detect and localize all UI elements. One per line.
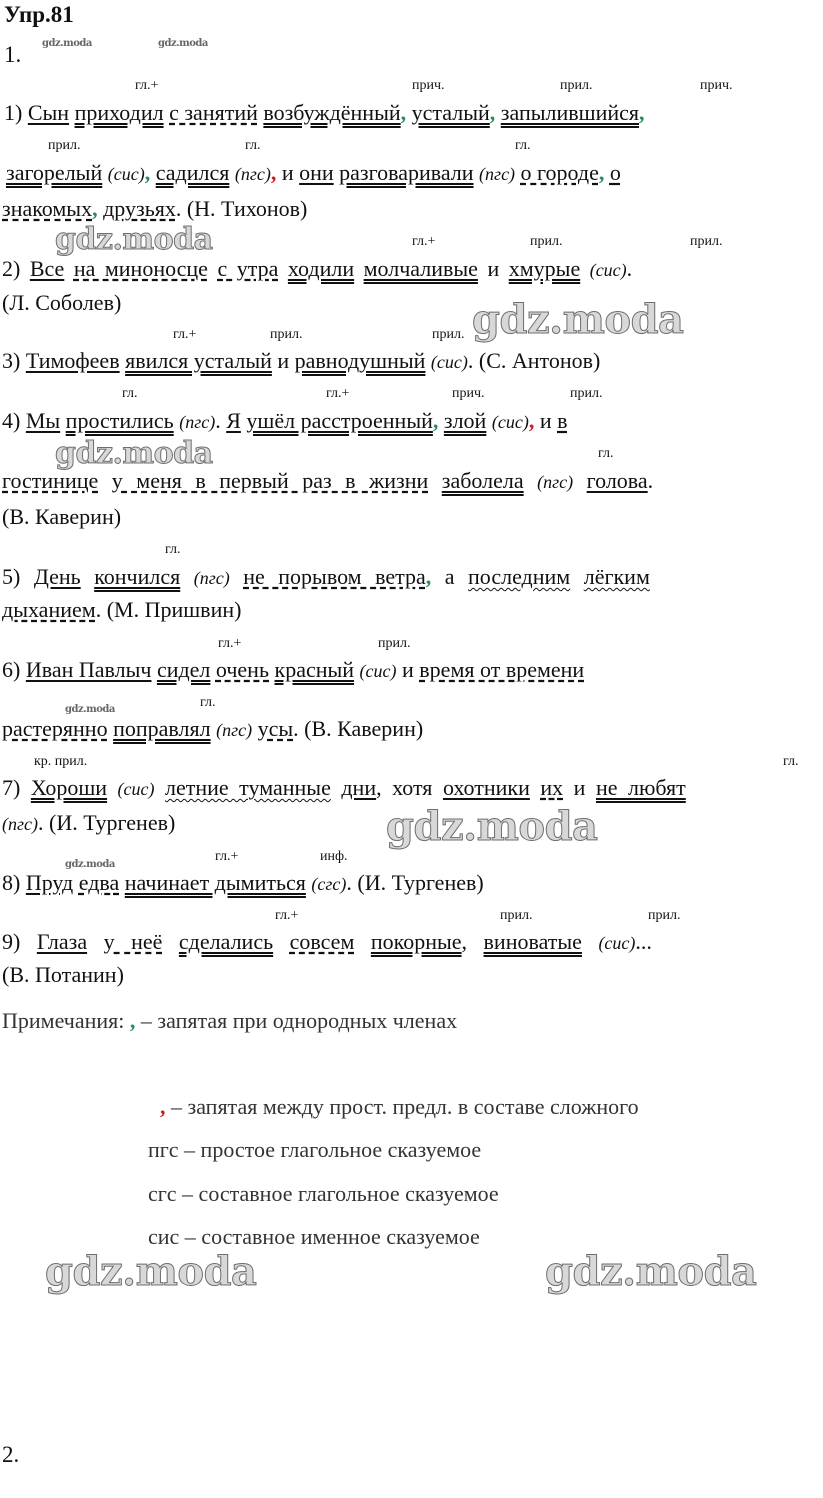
label-pril: прил. xyxy=(648,908,681,923)
label-gl-plus: гл.+ xyxy=(218,636,242,651)
abbr-sgs: (сгс) xyxy=(311,874,347,894)
label-gl-plus: гл.+ xyxy=(275,908,299,923)
conjunction: , хотя xyxy=(376,775,433,800)
label-pril: прил. xyxy=(560,78,593,93)
green-comma: , xyxy=(400,100,407,125)
predicate-part: усталый xyxy=(411,100,490,125)
label-kr-pril: кр. прил. xyxy=(34,754,88,769)
subject: голова xyxy=(586,468,648,493)
predicate: приходил xyxy=(74,100,164,125)
red-comma: , xyxy=(270,160,277,185)
sentence-2-author: (Л. Соболев) xyxy=(2,290,122,315)
abbr-sis: (сис) xyxy=(430,352,468,372)
sentence-5-line-2 xyxy=(2,597,241,623)
legend-row-sis: сис – составное именное сказуемое xyxy=(148,1224,480,1249)
predicate-part: злой xyxy=(443,408,487,433)
conjunction: и xyxy=(281,160,294,185)
abbr-pgs: (пгс) xyxy=(2,814,38,834)
label-gl-plus: гл.+ xyxy=(412,234,436,249)
object: усы xyxy=(257,716,294,741)
conjunction: и xyxy=(573,775,586,800)
predicate-part: красный xyxy=(274,657,355,682)
sentence-number: 7) xyxy=(2,775,21,800)
label-gl-plus: гл.+ xyxy=(135,78,159,93)
abbr-pgs: (пгс) xyxy=(193,568,230,588)
label-pril: прил. xyxy=(690,234,723,249)
predicate-part: возбуждённый xyxy=(263,100,401,125)
adverbial: очень xyxy=(215,657,269,682)
watermark: gdz.moda xyxy=(472,296,684,343)
conjunction: и xyxy=(539,408,552,433)
label-gl: гл. xyxy=(515,138,531,153)
abbr-pgs: (пгс) xyxy=(537,472,574,492)
adverbial: едва xyxy=(78,870,120,895)
legend-row-sgs: сгс – составное глагольное сказуемое xyxy=(148,1181,499,1206)
red-comma-sample: , xyxy=(160,1094,166,1119)
sentence-number: 3) xyxy=(2,348,21,373)
author: . (В. Каверин) xyxy=(293,716,424,741)
object: друзьях xyxy=(103,196,176,221)
predicate-part: равнодушный xyxy=(294,348,426,373)
legend-row-green xyxy=(2,1008,457,1034)
object: о городе xyxy=(520,160,599,185)
green-comma-sample: , xyxy=(129,1008,136,1033)
subject: Мы xyxy=(25,408,61,433)
sentence-1-line-2 xyxy=(6,160,621,187)
adverbial: с занятий xyxy=(169,100,258,125)
subject: Сын xyxy=(27,100,70,125)
predicate-part: покорные xyxy=(370,929,462,954)
label-gl: гл. xyxy=(245,138,261,153)
abbr-pgs: (пгс) xyxy=(479,164,516,184)
subject: Глаза xyxy=(36,929,88,954)
green-comma: , xyxy=(598,160,605,185)
attribute: летние туманные xyxy=(165,775,331,800)
subject: Все xyxy=(29,256,65,281)
author: . (С. Антонов) xyxy=(467,348,601,373)
label-pril: прил. xyxy=(500,908,533,923)
label-gl-plus: гл.+ xyxy=(326,386,350,401)
author: . (Н. Тихонов) xyxy=(175,196,308,221)
predicate-part: виноватые xyxy=(483,929,582,954)
predicate: сделались xyxy=(178,929,274,954)
watermark-small: gdz.moda xyxy=(42,38,92,49)
predicate: простились xyxy=(65,408,174,433)
adverbial: на миноносце xyxy=(73,256,208,281)
red-comma: , xyxy=(528,408,535,433)
watermark: gdz.moda xyxy=(55,436,213,471)
label-gl: гл. xyxy=(165,542,181,557)
adverbial: у неё xyxy=(103,929,163,954)
abbr-sis: (сис) xyxy=(117,779,155,799)
sentence-2-line-1: 2) Все на миноносце с утра ходили молчаливые и хмурые (сис). xyxy=(2,256,633,281)
sentence-6-line-2 xyxy=(2,716,423,743)
adverbial: совсем xyxy=(289,929,355,954)
adverbial: растерянно xyxy=(2,716,108,741)
sentence-8-line-1 xyxy=(2,870,484,897)
predicate-part: молчаливые xyxy=(363,256,478,281)
sentence-9-author: (В. Потанин) xyxy=(2,962,124,987)
green-comma: , xyxy=(144,160,151,185)
watermark-small: gdz.moda xyxy=(65,859,115,870)
predicate: ходили xyxy=(287,256,355,281)
label-inf: инф. xyxy=(320,849,348,864)
adverbial: гостинице xyxy=(2,468,99,493)
subject: Иван Павлыч xyxy=(25,657,152,682)
adverbial: у меня в первый раз в жизни xyxy=(111,468,429,493)
label-gl: гл. xyxy=(200,695,216,710)
label-gl: гл. xyxy=(122,386,138,401)
predicate: начинает дымиться xyxy=(124,870,306,895)
part-number-1: 1. xyxy=(4,42,22,67)
predicate-part: хмурые xyxy=(508,256,581,281)
predicate: сидел xyxy=(156,657,211,682)
object: их xyxy=(540,775,564,800)
label-gl: гл. xyxy=(783,754,799,769)
label-pril: прил. xyxy=(570,386,603,401)
adverbial: дыханием xyxy=(2,597,96,622)
adverbial: не порывом ветра xyxy=(243,564,426,589)
predicate: заболела xyxy=(441,468,524,493)
sentence-3-line-1 xyxy=(2,348,600,375)
adverbial: в xyxy=(557,408,568,433)
label-pril: прил. xyxy=(48,138,81,153)
subject: охотники xyxy=(442,775,530,800)
predicate: поправлял xyxy=(113,716,211,741)
label-prich: прич. xyxy=(452,386,485,401)
legend-row-pgs: пгс – простое глагольное сказуемое xyxy=(148,1137,482,1162)
sentence-number: 2) xyxy=(2,256,21,281)
abbr-pgs: (пгс) xyxy=(216,720,253,740)
label-pril: прил. xyxy=(432,327,465,342)
conjunction: и xyxy=(487,256,500,281)
predicate-part: загорелый xyxy=(6,160,103,185)
legend-title: Примечания: xyxy=(2,1008,125,1033)
exercise-title: Упр.81 xyxy=(4,2,74,27)
conjunction: и xyxy=(277,348,290,373)
abbr-pgs: (пгс) xyxy=(234,164,271,184)
abbr-sis: (сис) xyxy=(598,933,636,953)
watermark: gdz.moda xyxy=(45,1248,257,1295)
conjunction: а xyxy=(444,564,455,589)
conjunction: и xyxy=(402,657,414,682)
subject: Тимофеев xyxy=(25,348,120,373)
label-gl-plus: гл.+ xyxy=(215,849,239,864)
predicate: явился усталый xyxy=(125,348,272,373)
predicate: ушёл расстроенный xyxy=(246,408,433,433)
abbr-sis: (сис) xyxy=(491,412,529,432)
sentence-5-line-1 xyxy=(2,564,650,591)
sentence-1-line-1 xyxy=(4,100,645,126)
watermark: gdz.moda xyxy=(386,803,598,850)
label-prich: прич. xyxy=(700,78,733,93)
subject: Пруд xyxy=(25,870,74,895)
abbr-pgs: (пгс) xyxy=(179,412,216,432)
sentence-6-line-1 xyxy=(2,657,584,684)
watermark: gdz.moda xyxy=(545,1248,757,1295)
abbr-sis: (сис) xyxy=(107,164,145,184)
object: знакомых xyxy=(2,196,93,221)
label-gl: гл. xyxy=(598,446,614,461)
abbr-sis: (сис) xyxy=(589,260,627,280)
legend-green-text: – запятая при однородных членах xyxy=(140,1008,458,1033)
legend-red-text: – запятая между прост. предл. в составе сложного xyxy=(171,1094,639,1119)
watermark: gdz.moda xyxy=(55,222,213,257)
label-gl-plus: гл.+ xyxy=(173,327,197,342)
adverbial: с утра xyxy=(217,256,279,281)
sentence-4-author: (В. Каверин) xyxy=(2,504,122,529)
predicate: садился xyxy=(155,160,230,185)
sentence-1-line-3 xyxy=(2,196,307,222)
sentence-number: 1) xyxy=(4,100,23,125)
sentence-number: 5) xyxy=(2,564,21,589)
sentence-4-line-2: гостинице у меня в первый раз в жизни заболела (пгс) голова. xyxy=(2,468,654,493)
sentence-number: 4) xyxy=(2,408,21,433)
sentence-4-line-1: 4) Мы простились (пгс). Я ушёл расстроенный, злой (сис), и в xyxy=(2,408,568,433)
label-pril: прил. xyxy=(378,636,411,651)
sentence-number: 6) xyxy=(2,657,21,682)
abbr-sis: (сис) xyxy=(359,661,397,681)
green-comma: , xyxy=(639,100,645,125)
part-number-2: 2. xyxy=(2,1442,20,1467)
label-pril: прил. xyxy=(530,234,563,249)
subject: они xyxy=(299,160,334,185)
author: . (М. Пришвин) xyxy=(95,597,242,622)
sentence-number: 8) xyxy=(2,870,21,895)
attribute: последним xyxy=(468,564,571,589)
legend-row-red xyxy=(160,1094,639,1120)
object: о xyxy=(609,160,621,185)
predicate: не любят xyxy=(595,775,686,800)
attribute: лёгким xyxy=(583,564,650,589)
green-comma: , xyxy=(425,564,432,589)
adverbial: время от времени xyxy=(419,657,585,682)
label-pril: прил. xyxy=(270,327,303,342)
green-comma: , xyxy=(432,408,439,433)
sentence-number: 9) xyxy=(2,929,21,954)
watermark-small: gdz.moda xyxy=(158,38,208,49)
predicate: разговаривали xyxy=(339,160,474,185)
subject: Я xyxy=(226,408,241,433)
predicate: Хороши xyxy=(30,775,108,800)
subject: дни xyxy=(341,775,377,800)
green-comma: , xyxy=(92,196,98,221)
sentence-7-line-2 xyxy=(2,810,175,837)
watermark-small: gdz.moda xyxy=(65,704,115,715)
sentence-7-line-1 xyxy=(2,775,686,802)
sentence-9-line-1: 9) Глаза у неё сделались совсем покорные, виноватые (сис)... xyxy=(2,929,652,954)
label-prich: прич. xyxy=(412,78,445,93)
author: . (И. Тургенев) xyxy=(346,870,484,895)
green-comma: , xyxy=(489,100,496,125)
predicate-part: запылившийся xyxy=(500,100,640,125)
author: . (И. Тургенев) xyxy=(38,810,176,835)
subject: День xyxy=(33,564,81,589)
predicate: кончился xyxy=(94,564,181,589)
